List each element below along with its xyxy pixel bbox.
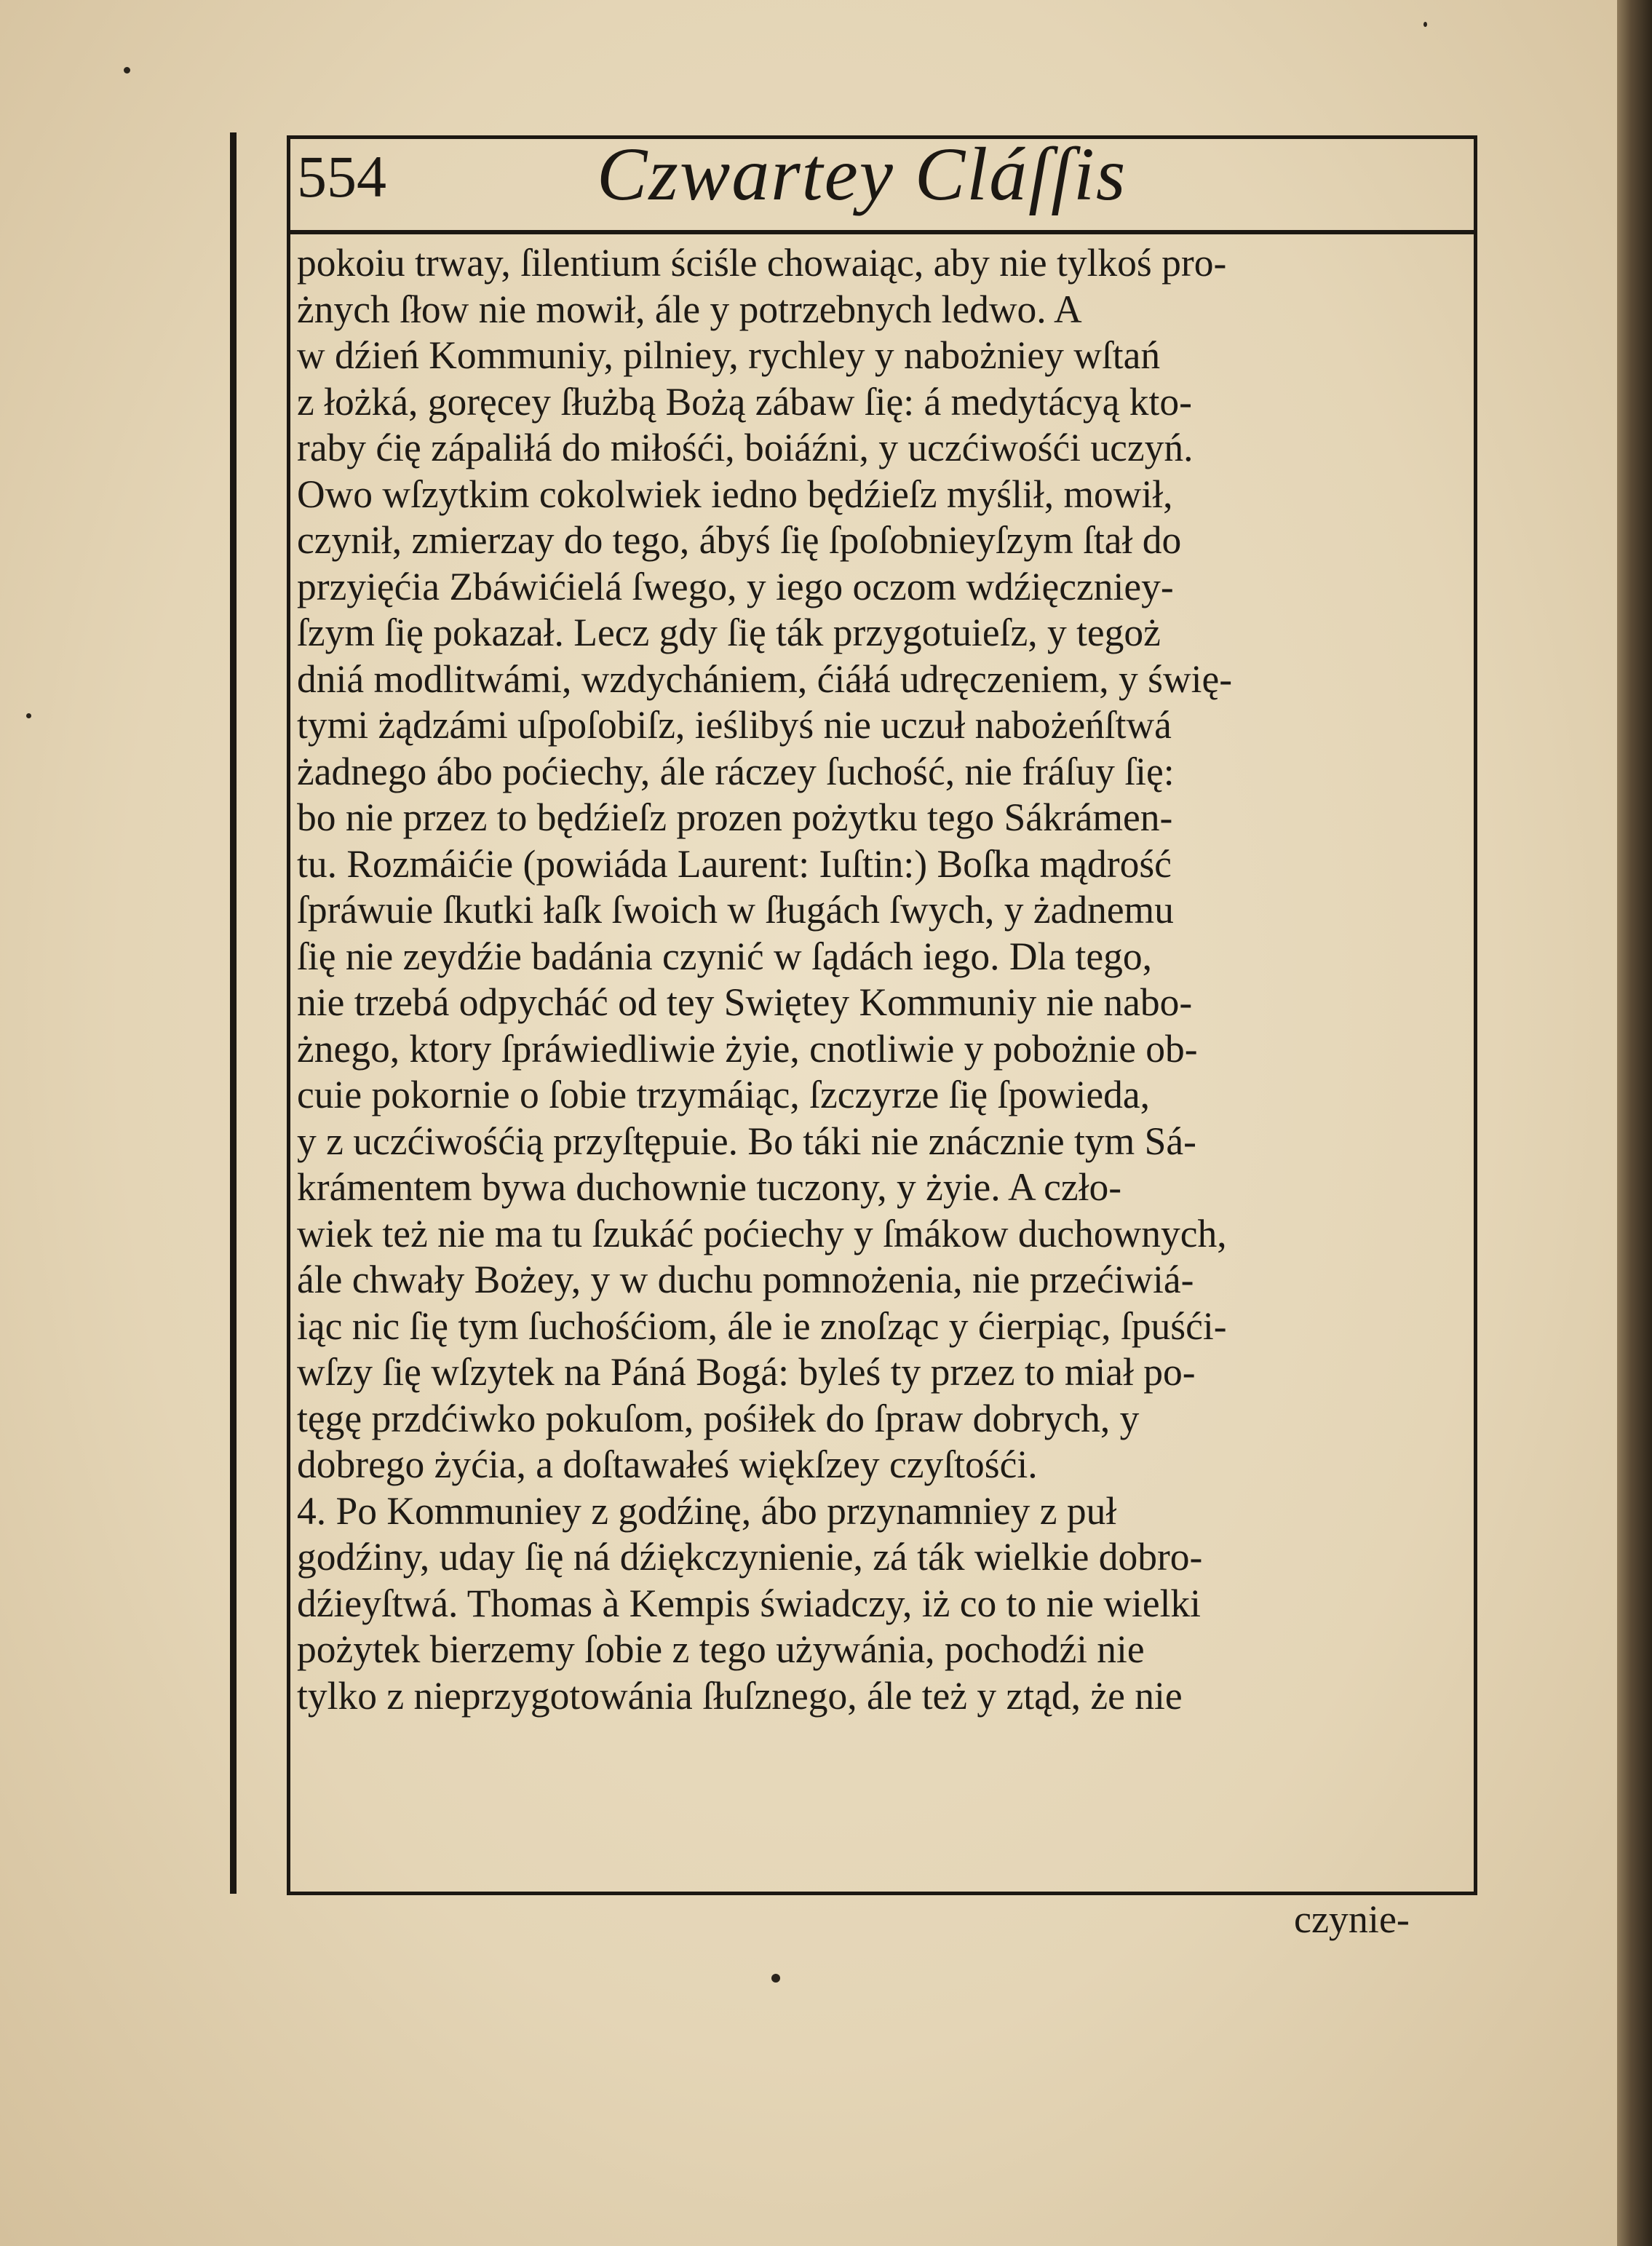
text-line: dniá modlitwámi, wzdychániem, ćiáłá udręczeniem, y świę- <box>297 656 1233 701</box>
text-line: bo nie przez to będźieſz prozen pożytku tego Sákrámen- <box>297 795 1173 839</box>
ink-speck <box>124 67 130 74</box>
text-line: cuie pokornie o ſobie trzymáiąc, ſzczyrze ſię ſpowieda, <box>297 1073 1151 1116</box>
text-line: pożytek bierzemy ſobie z tego używánia, pochodźi nie <box>297 1627 1145 1671</box>
margin-rule <box>230 132 237 1894</box>
text-line: żnych ſłow nie mowił, ále y potrzebnych ledwo. A <box>297 287 1082 331</box>
book-gutter <box>1617 0 1652 2246</box>
text-line: z łożká, goręcey ſłużbą Bożą zábaw ſię: á medytácyą kto- <box>297 379 1192 424</box>
text-line: wiek też nie ma tu ſzukáć poćiechy y ſmákow duchownych, <box>297 1211 1227 1255</box>
text-line: przyięćia Zbáwićielá ſwego, y iego oczom wdźięczniey- <box>297 564 1174 608</box>
text-line: 4. Po Kommuniey z godźinę, ábo przynamniey z puł <box>297 1488 1117 1533</box>
text-line: ſię nie zeydźie badánia czynić w ſądách iego. Dla tego, <box>297 934 1152 978</box>
running-title: Czwartey Cláſſis <box>597 132 1127 216</box>
text-line: dobrego żyćia, a doſtawałeś więkſzey czyſtośći. <box>297 1443 1038 1486</box>
catchword: czynie- <box>1294 1897 1410 1941</box>
text-line: żadnego ábo poćiechy, ále ráczey ſuchość, nie fráſuy ſię: <box>297 749 1175 793</box>
text-line: Owo wſzytkim cokolwiek iedno będźieſz myślił, mowił, <box>297 472 1173 516</box>
text-line: nie trzebá odpycháć od tey Swiętey Kommuniy nie nabo- <box>297 980 1193 1024</box>
page-number: 554 <box>297 143 386 210</box>
text-line: w dźień Kommuniy, pilniey, rychley y nabożniey wſtań <box>297 333 1161 377</box>
text-line: godźiny, uday ſię ná dźiękczynienie, zá ták wielkie dobro- <box>297 1535 1203 1579</box>
text-line: ſzym ſię pokazał. Lecz gdy ſię ták przygotuieſz, y tegoż <box>297 611 1161 654</box>
text-line: dźieyſtwá. Thomas à Kempis świadczy, iż co to nie wielki <box>297 1581 1202 1625</box>
text-line: ále chwały Bożey, y w duchu pomnożenia, nie przećiwiá- <box>297 1258 1194 1301</box>
text-line: wſzy ſię wſzytek na Páná Bogá: byleś ty przez to miał po- <box>297 1350 1196 1394</box>
header-rule <box>287 230 1477 234</box>
text-line: czynił, zmierzay do tego, ábyś ſię ſpoſobnieyſzym ſtał do <box>297 518 1182 562</box>
ink-speck <box>771 1974 780 1983</box>
text-line: raby ćię zápaliłá do miłośći, boiáźni, y uczćiwośći uczyń. <box>297 426 1194 469</box>
ink-speck <box>1423 22 1427 27</box>
text-line: ſpráwuie ſkutki łaſk ſwoich w ſługách ſwych, y żadnemu <box>297 888 1174 932</box>
text-line: tu. Rozmáićie (powiáda Laurent: Iuſtin:) Boſka mądrość <box>297 841 1172 886</box>
ink-speck <box>26 713 31 718</box>
text-line: żnego, ktory ſpráwiedliwie żyie, cnotliwie y pobożnie ob- <box>297 1026 1198 1071</box>
text-line: krámentem bywa duchownie tuczony, y żyie. A czło- <box>297 1165 1122 1209</box>
text-line: tylko z nieprzygotowánia ſłuſznego, ále też y ztąd, że nie <box>297 1673 1183 1718</box>
text-line: pokoiu trway, ſilentium ściśle chowaiąc, aby nie tylkoś pro- <box>297 241 1227 285</box>
text-line: tęgę przdćiwko pokuſom, pośiłek do ſpraw dobrych, y <box>297 1396 1140 1440</box>
text-line: tymi żądzámi uſpoſobiſz, ieślibyś nie uczuł nabożeńſtwá <box>297 703 1172 747</box>
body-text <box>297 240 1490 1719</box>
text-line: y z uczćiwośćią przyſtępuie. Bo táki nie znácznie tym Sá- <box>297 1119 1196 1163</box>
text-line: iąc nic ſię tym ſuchośćiom, ále ie znoſząc y ćierpiąc, ſpuśći- <box>297 1303 1227 1348</box>
